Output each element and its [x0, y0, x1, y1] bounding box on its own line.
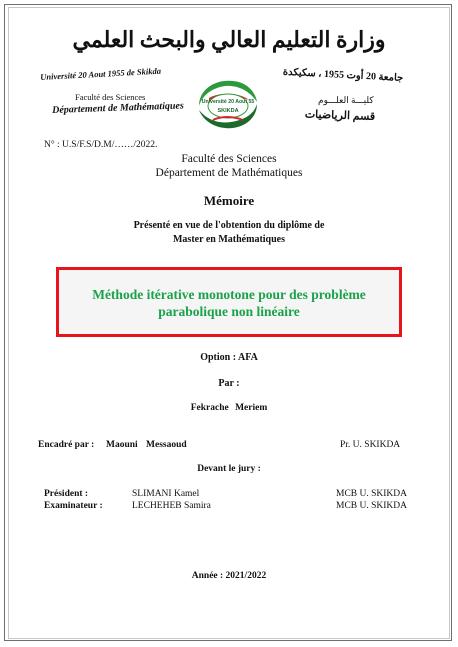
- logo-text-top: Université 20 Aout 55: [201, 99, 255, 105]
- university-name-fr: Université 20 Aout 1955 de Skikda: [40, 65, 162, 82]
- jury-name: SLIMANI Kamel: [132, 489, 200, 499]
- thesis-title-box: [56, 267, 402, 337]
- faculty-heading: Faculté des Sciences: [181, 153, 277, 165]
- department-name-ar: قسم الرياضيات: [304, 108, 376, 123]
- author-name: Fekrache Meriem: [190, 403, 268, 413]
- supervisor-affiliation: Pr. U. SKIKDA: [340, 440, 401, 450]
- department-name-fr: Département de Mathématiques: [52, 100, 184, 116]
- ministry-title-arabic: وزارة التعليم العالي والبحث العلمي: [72, 27, 386, 52]
- academic-year: Année : 2021/2022: [191, 571, 267, 581]
- reference-number: N° : U.S/F.S/D.M/……/2022.: [44, 140, 158, 150]
- department-heading: Département de Mathématiques: [155, 167, 303, 179]
- thesis-title: Méthode itérative monotone pour des problème parabolique non linéaire: [92, 287, 366, 319]
- faculty-name-fr: Faculté des Sciences: [75, 92, 146, 102]
- presented-line-1: Présenté en vue de l'obtention du diplôme de: [133, 220, 325, 231]
- university-name-ar: جامعة 20 أوت 1955 ، سكيكدة: [282, 66, 404, 84]
- jury-role: Président :: [44, 489, 89, 499]
- jury-role: Examinateur :: [44, 501, 103, 511]
- option-line: Option : AFA: [200, 352, 258, 363]
- faculty-name-ar: كليـــة العلـــوم: [318, 95, 374, 105]
- jury-grade: MCB U. SKIKDA: [336, 501, 407, 511]
- jury-name: LECHEHEB Samira: [132, 501, 211, 511]
- jury-grade: MCB U. SKIKDA: [336, 489, 407, 499]
- document-type: Mémoire: [203, 193, 255, 208]
- presented-line-2: Master en Mathématiques: [172, 234, 286, 245]
- logo-text-bottom: SKIKDA: [217, 108, 239, 114]
- jury-heading: Devant le jury :: [197, 464, 261, 474]
- par-label: Par :: [218, 378, 240, 389]
- university-logo: [193, 76, 263, 132]
- supervisor-label: Encadré par :: [38, 440, 95, 450]
- supervisor-name: Maouni Messaoud: [106, 440, 187, 450]
